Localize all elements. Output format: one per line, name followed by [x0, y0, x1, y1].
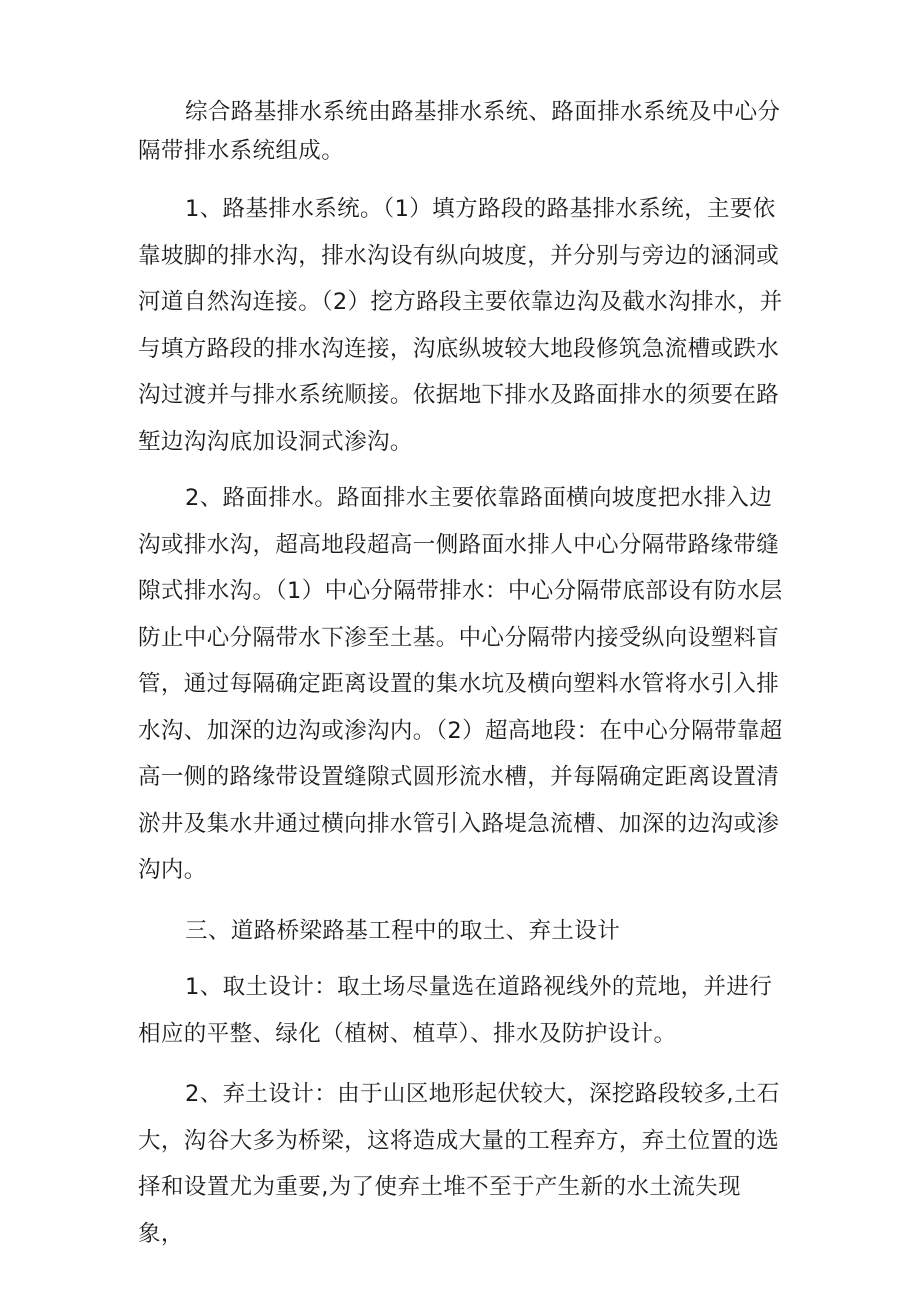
paragraph-borrow-design: 1、取土设计：取土场尽量选在道路视线外的荒地，并进行相应的平整、绿化（植树、植草）、排水及防护设计。: [138, 974, 773, 1047]
paragraph-spoil-design: 2、弃土设计：由于山区地形起伏较大，深挖路段较多,土石大，沟谷大多为桥梁，这将造成大量的工程弃方，弃土位置的选择和设置尤为重要,为了使弃土堆不至于产生新的水土流失现象，: [138, 1081, 780, 1247]
paragraph-subgrade-drainage: 1、路基排水系统。（1）填方路段的路基排水系统，主要依靠坡脚的排水沟，排水沟设有纵向坡度，并分别与旁边的涵洞或河道自然沟连接。（2）挖方路段主要依靠边沟及截水沟排水，并与填方路段的排水沟连接，沟底纵坡较大地段修筑急流槽或跌水沟过渡并与排水系统顺接。依据地下排水及路面排水的须要在路堑边沟沟底加设洞式渗沟。: [138, 196, 783, 455]
paragraph-pavement-drainage: 2、路面排水。路面排水主要依靠路面横向坡度把水排入边沟或排水沟，超高地段超高一侧路面水排人中心分隔带路缘带缝隙式排水沟。（1）中心分隔带排水：中心分隔带底部设有防水层防止中心分隔带水下渗至土基。中心分隔带内接受纵向设塑料盲管，通过每隔确定距离设置的集水坑及横向塑料水管将水引入排水沟、加深的边沟或渗沟内。（2）超高地段：在中心分隔带靠超高一侧的路缘带设置缝隙式圆形流水槽，并每隔确定距离设置清淤井及集水井通过横向排水管引入路堤急流槽、加深的边沟或渗沟内。: [138, 485, 783, 883]
paragraph-drainage-overview: 综合路基排水系统由路基排水系统、路面排水系统及中心分隔带排水系统组成。: [138, 99, 781, 164]
document-body: [138, 93, 786, 1257]
section-heading-borrow-spoil: 三、道路桥梁路基工程中的取土、弃土设计: [185, 917, 621, 944]
